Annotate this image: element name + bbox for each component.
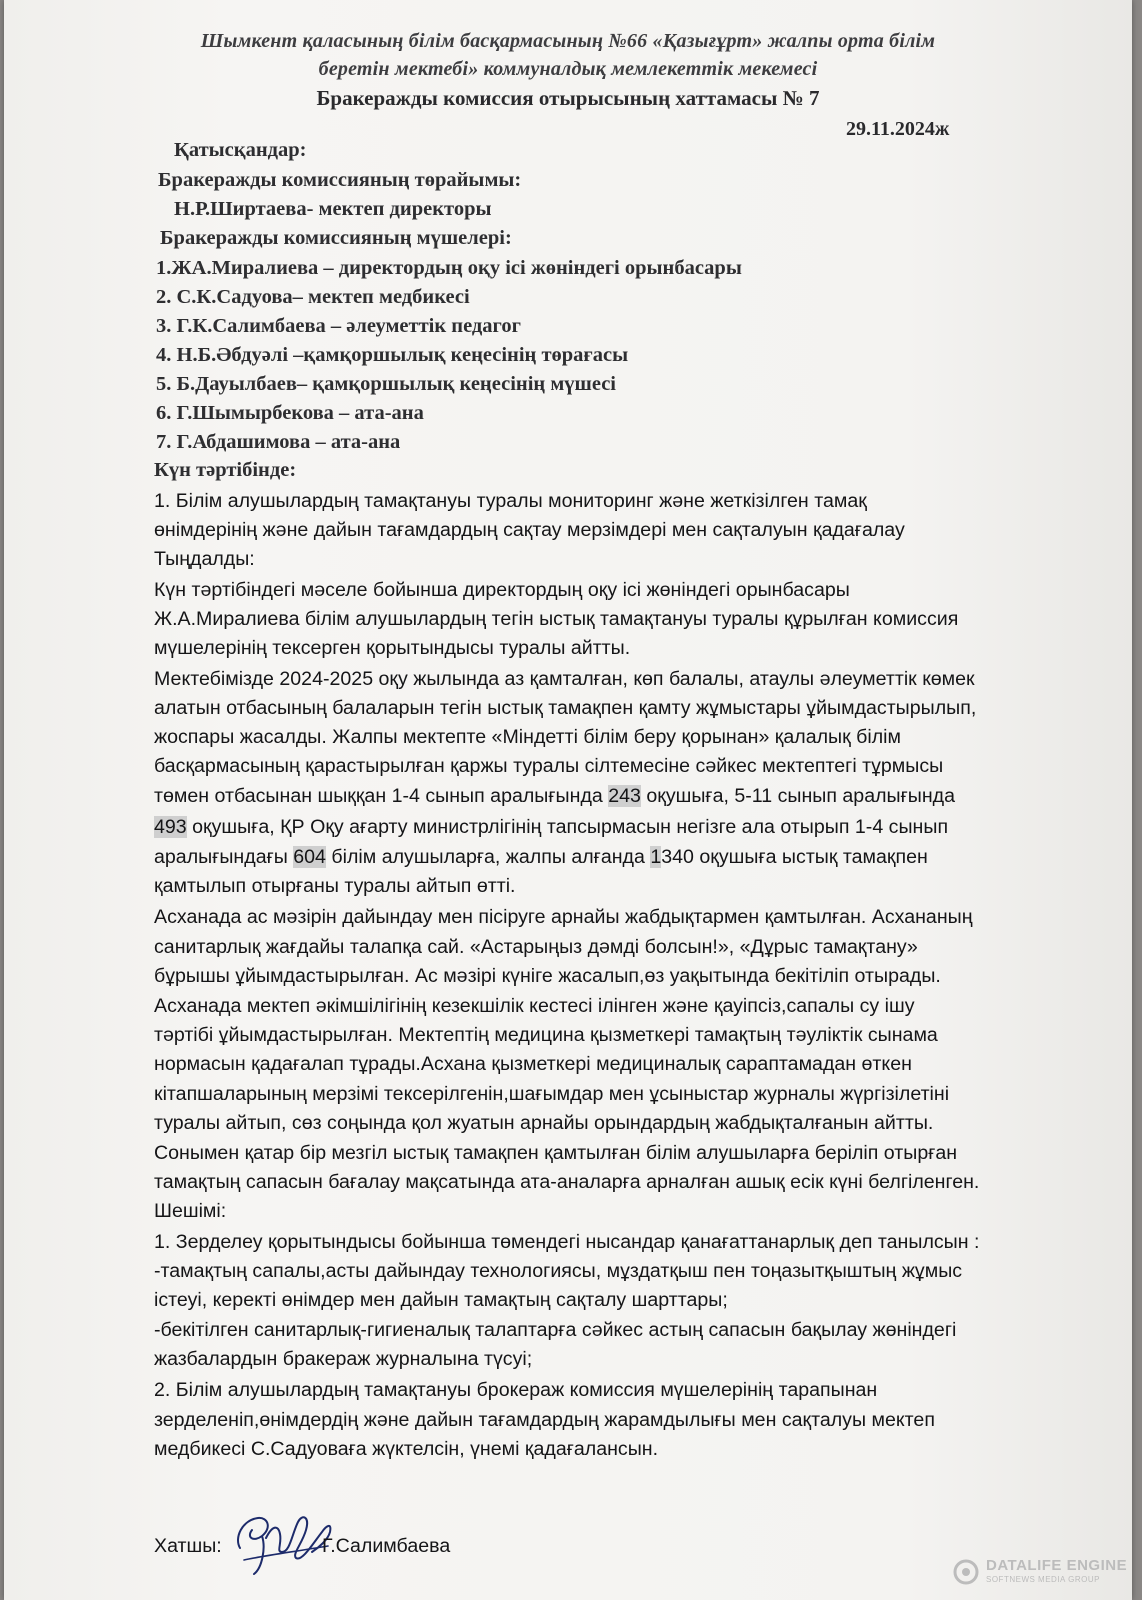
text-line: мүшелерінің тексерген қорытындысы туралы айтты.: [154, 637, 631, 659]
decision-line: зерделеніп,өнімдердің және дайын тағамдардың жарамдылығы мен сақталуы мектеп: [154, 1409, 935, 1431]
decision-heading: Шешімі:: [154, 1200, 227, 1222]
school-name-line-2: беретін мектебі» коммуналдық мемлекеттік мекемесі: [318, 58, 818, 80]
text-line: жоспары жасалды. Жалпы мектепте «Міндетті білім беру қорынан» қалалық білім: [154, 726, 901, 748]
text-segment: оқушыға, ҚР Оқу ағарту министрлігінің тапсырмасын негізге ала отырып 1-4 сынып: [186, 816, 949, 838]
protocol-date: 29.11.2024ж: [846, 118, 950, 140]
text-segment: оқушыға ыстық тамақпен: [693, 846, 928, 868]
members-heading: Бракеражды комиссияның мүшелері:: [160, 227, 512, 249]
agenda-item-line: 1. Білім алушылардың тамақтануы туралы мониторинг және жеткізілген тамақ: [154, 490, 867, 512]
decision-line: 2. Білім алушылардың тамақтануы брокераж комиссия мүшелерінің тарапынан: [154, 1379, 878, 1401]
document-page: [4, 0, 1132, 1600]
protocol-title: Бракеражды комиссия отырысының хаттамасы № 7: [316, 86, 820, 110]
decision-line: 1. Зерделеу қорытындысы бойынша төмендегі нысандар қанағаттанарлық деп танылсын :: [154, 1231, 980, 1253]
member-item: 1.ЖА.Миралиева – директордың оқу ісі жөніндегі орынбасары: [156, 257, 742, 279]
member-item: 3. Г.К.Салимбаева – әлеуметтік педагог: [156, 315, 521, 337]
text-line: Сонымен қатар бір мезгіл ыстық тамақпен қамтылған білім алушыларға беріліп отырған: [154, 1142, 958, 1164]
text-line: тәртібі ұйымдастырылған. Мектептің медицина қызметкері тамақтың тәуліктік сынама: [154, 1024, 938, 1046]
highlighted-number: 493: [154, 816, 187, 838]
highlighted-number: 243: [608, 785, 641, 807]
highlighted-number: 1: [650, 846, 662, 868]
school-name-line-1: Шымкент қаласының білім басқармасының №66 «Қазығұрт» жалпы орта білім: [200, 30, 936, 52]
member-item: 4. Н.Б.Әбдуәлі –қамқоршылық кеңесінің төрағасы: [156, 344, 629, 366]
text-line: Асханада мектеп әкімшілігінің кезекшілік кестесі ілінген және қауіпсіз,сапалы су ішу: [154, 995, 915, 1017]
decision-line: -тамақтың сапалы,асты дайындау технологиясы, мұздатқыш пен тоңазытқыштың жұмыс: [154, 1260, 963, 1282]
text-line: нормасын қадағалап тұрады.Асхана қызметкері медициналық сараптамадан өткен: [154, 1053, 912, 1075]
member-item: 2. С.К.Садуова– мектеп медбикесі: [156, 286, 470, 308]
watermark-logo-icon: [952, 1558, 980, 1586]
text-line: Мектебімізде 2024-2025 оқу жылында аз қамталған, көп балалы, атаулы әлеуметтік көмек: [154, 668, 975, 690]
listened-heading: Тыңдалды:: [154, 548, 255, 570]
watermark-name: DATALIFE ENGINE: [986, 1557, 1128, 1574]
text-line: [154, 782, 955, 811]
agenda-heading: Күн тәртібінде:: [154, 459, 297, 481]
decision-line: істеуі, керекті өнімдер мен дайын тамақтың сақталу шарттары;: [154, 1289, 728, 1311]
text-line: Күн тәртібіндегі мәселе бойынша директордың оқу ісі жөніндегі орынбасары: [154, 579, 850, 601]
text-line: қамтылып отырғаны туралы айтып өтті.: [154, 875, 516, 897]
member-item: 6. Г.Шымырбекова – ата-ана: [156, 402, 424, 424]
decision-line: медбикесі С.Садуоваға жүктелсін, үнемі қадағалансын.: [154, 1438, 659, 1460]
handwritten-signature: [232, 1508, 336, 1580]
text-line: туралы айтып, сөз соңында қол жуатын арнайы орындардың жабдықталғанын айтты.: [154, 1112, 934, 1134]
agenda-item-line: өнімдерінің және дайын тағамдардың сақтау мерзімдері мен сақталуын қадағалау: [154, 519, 905, 541]
text-segment: аралығындағы: [154, 846, 294, 868]
text-line: басқармасының қарастырылған қаржы туралы сілтемесіне сәйкес мектептегі тұрмысы: [154, 755, 944, 777]
text-line: [154, 843, 928, 872]
chair-heading: Бракеражды комиссияның төрайымы:: [158, 169, 522, 191]
member-item: 5. Б.Дауылбаев– қамқоршылық кеңесінің мүшесі: [156, 373, 616, 395]
text-line: алатын отбасының балаларын тегін ыстық тамақпен қамту жұмыстары ұйымдастырылып,: [154, 697, 977, 719]
participants-heading: Қатысқандар:: [174, 139, 307, 161]
decision-line: -бекітілген санитарлық-гигиеналық талаптарға сәйкес астың сапасын бақылау жөніндегі: [154, 1319, 957, 1341]
watermark-subtitle: SOFTNEWS MEDIA GROUP: [986, 1575, 1101, 1584]
text-line: санитарлық жағдайы талапқа сай. «Астарыңыз дәмді болсын!», «Дұрыс тамақтану»: [154, 936, 918, 958]
text-segment: оқушыға, 5-11 сынып аралығында: [640, 785, 955, 807]
decision-line: жазбалардын бракераж журналына түсуі;: [154, 1348, 533, 1370]
secretary-name: Г.Салимбаева: [322, 1535, 451, 1557]
secretary-label: Хатшы:: [154, 1535, 222, 1557]
text-line: [154, 813, 948, 842]
text-segment: білім алушыларға, жалпы алғанда: [325, 846, 651, 868]
text-line: кітапшаларының мерзімі тексерілгенін,шағымдар мен ұсыныстар журналы жүргізілетіні: [154, 1083, 950, 1105]
text-line: Ж.А.Миралиева білім алушылардың тегін ыстық тамақтануы туралы құрылған комиссия: [154, 608, 959, 630]
text-line: Асханада ас мәзірін дайындау мен пісіруге арнайы жабдықтармен қамтылған. Асхананың: [154, 906, 973, 928]
text-line: тамақтың сапасын бағалау мақсатында ата-аналарға арналған ашық есік күні белгіленген.: [154, 1171, 980, 1193]
highlighted-number: 604: [293, 846, 326, 868]
text-segment: 340: [661, 846, 694, 868]
member-item: 7. Г.Абдашимова – ата-ана: [156, 431, 401, 453]
text-segment: төмен отбасынан шыққан 1-4 сынып аралығында: [154, 785, 609, 807]
chair-name: Н.Р.Ширтаева- мектеп директоры: [174, 198, 492, 220]
text-line: бұрышы ұйымдастырылған. Ас мәзірі күнiге жасалып,өз уақытында бекітіліп отырады.: [154, 965, 941, 987]
